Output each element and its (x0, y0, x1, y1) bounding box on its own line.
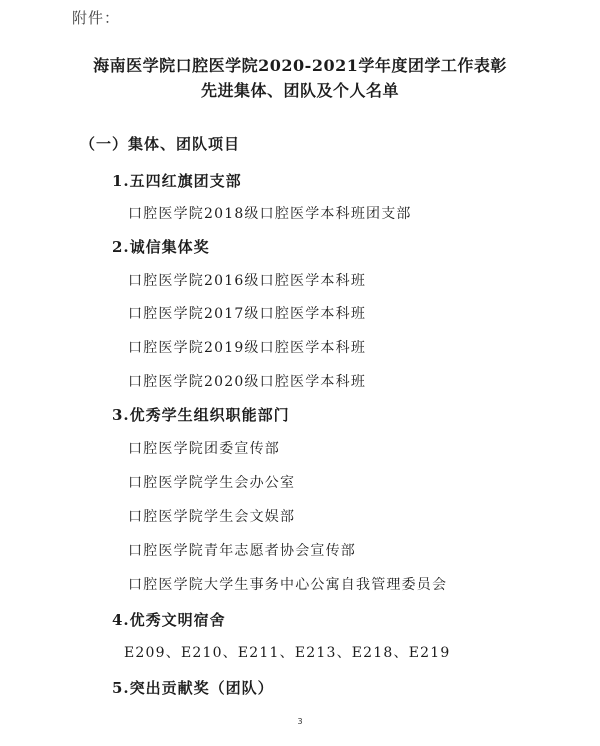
page-number: 3 (297, 717, 303, 726)
list-item: 口腔医学院团委宣传部 (128, 441, 280, 457)
category-heading: 3.优秀学生组织职能部门 (112, 406, 290, 424)
list-item: 口腔医学院2020级口腔医学本科班 (128, 374, 367, 390)
document-title-line-2: 先进集体、团队及个人名单 (200, 81, 399, 100)
list-item: 口腔医学院学生会文娱部 (128, 509, 296, 525)
section-heading: （一）集体、团队项目 (80, 135, 241, 153)
list-item: 口腔医学院2018级口腔医学本科班团支部 (128, 206, 412, 222)
category-heading: 5.突出贡献奖（团队） (112, 679, 274, 697)
list-item: 口腔医学院2016级口腔医学本科班 (128, 273, 367, 289)
list-item: 口腔医学院青年志愿者协会宣传部 (128, 543, 356, 559)
list-item: 口腔医学院学生会办公室 (128, 475, 296, 491)
list-item: 口腔医学院大学生事务中心公寓自我管理委员会 (128, 577, 448, 593)
list-item: E209、E210、E211、E213、E218、E219 (124, 645, 451, 661)
category-heading: 4.优秀文明宿舍 (112, 611, 226, 629)
list-item: 口腔医学院2017级口腔医学本科班 (128, 306, 367, 322)
document-title-line-1: 海南医学院口腔医学院2020-2021学年度团学工作表彰 (93, 56, 507, 75)
category-heading: 2.诚信集体奖 (112, 238, 210, 256)
attachment-label: 附件： (72, 9, 121, 27)
list-item: 口腔医学院2019级口腔医学本科班 (128, 340, 367, 356)
category-heading: 1.五四红旗团支部 (112, 172, 242, 190)
